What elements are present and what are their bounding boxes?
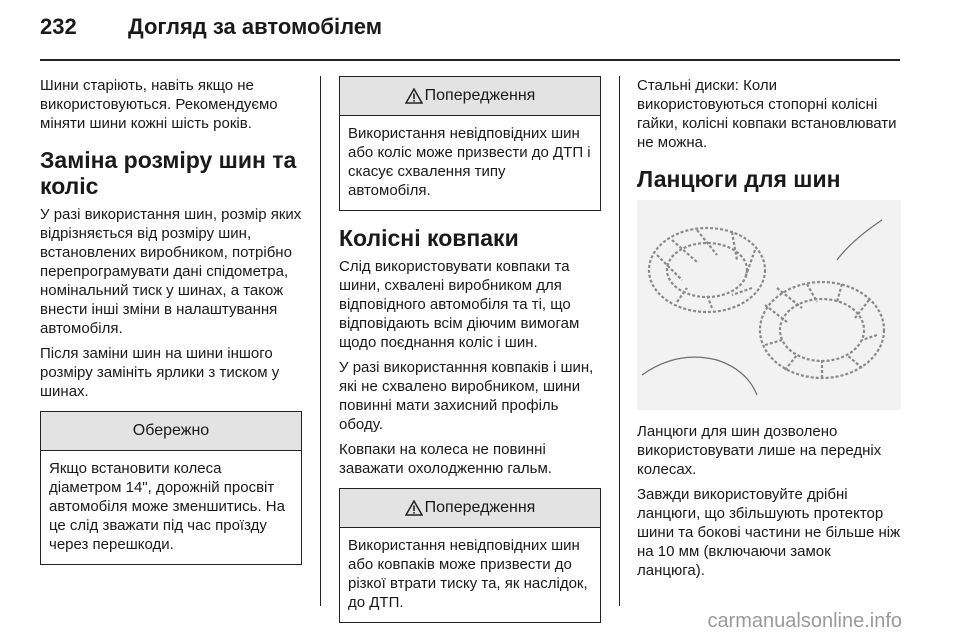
snow-chains-image [637, 200, 901, 410]
header-rule [40, 59, 900, 61]
page-header [40, 14, 382, 44]
warning-box [339, 76, 601, 211]
section-heading: Ланцюги для шин [637, 166, 841, 192]
paragraph: Слід використовувати ковпаки та шини, схвалені виробником для відповідного автомобіля та ті, що відповідають всім діючим вимогам щодо поєднання коліс і шин. [339, 258, 580, 351]
page-title: Догляд за автомобілем [128, 14, 383, 39]
column-divider [619, 76, 620, 606]
caution-box [40, 411, 302, 565]
watermark: carmanualsonline.info [707, 610, 902, 632]
warning-text: Використання невідповідних шин або ковпаків може призвести до різкої втрати тиску та, як наслідок, до ДТП. [348, 537, 588, 611]
paragraph: Після заміни шин на шини іншого розміру замініть ярлики з тиском у шинах. [40, 345, 280, 400]
caution-title: Обережно [41, 412, 301, 451]
paragraph: У разі використанння ковпаків і шин, які не схвалено виробником, шини повинні мати захисний профіль ободу. [339, 359, 594, 433]
section-heading: Колісні ковпаки [339, 225, 519, 251]
warning-text: Використання невідповідних шин або коліс може призвести до ДТП і скасує схвалення типу автомобіля. [348, 125, 591, 199]
column-divider [320, 76, 321, 606]
warning-title: Попередження [424, 499, 536, 516]
warning-triangle-icon [405, 88, 423, 104]
column-1 [40, 76, 302, 565]
column-2 [339, 76, 601, 623]
paragraph: Стальні диски: Коли використовуються стопорні колісні гайки, колісні ковпаки встановлювати не можна. [637, 77, 897, 151]
paragraph: Завжди використовуйте дрібні ланцюги, що збільшують протектор шини та бокові частини не більше ніж на 10 мм (включаючи замок ланцюга). [637, 486, 901, 579]
caution-text: Якщо встановити колеса діаметром 14", дорожній просвіт автомобіля може зменшитись. На це слід зважати під час проїзду через перешкоди. [49, 460, 285, 553]
page-number: 232 [40, 14, 77, 39]
warning-title: Попередження [424, 87, 536, 104]
warning-triangle-icon [405, 500, 423, 516]
column-3 [637, 76, 902, 586]
section-heading: Заміна розміру шин та коліс [40, 147, 297, 199]
paragraph: Ковпаки на колеса не повинні заважати охолодженню гальм. [339, 441, 552, 477]
paragraph: У разі використання шин, розмір яких відрізняється від розміру шин, встановлених виробником, потрібно перепрограмувати дані спідометра, номінальний тиск у шинах, а також внести інші зміни в налаштування автомобіля. [40, 206, 302, 337]
paragraph: Ланцюги для шин дозволено використовувати лише на передніх колесах. [637, 423, 882, 478]
warning-box [339, 488, 601, 623]
snow-chains-drawing [637, 200, 901, 410]
paragraph: Шини старіють, навіть якщо не використовуються. Рекомендуємо міняти шини кожні шість років. [40, 77, 278, 132]
